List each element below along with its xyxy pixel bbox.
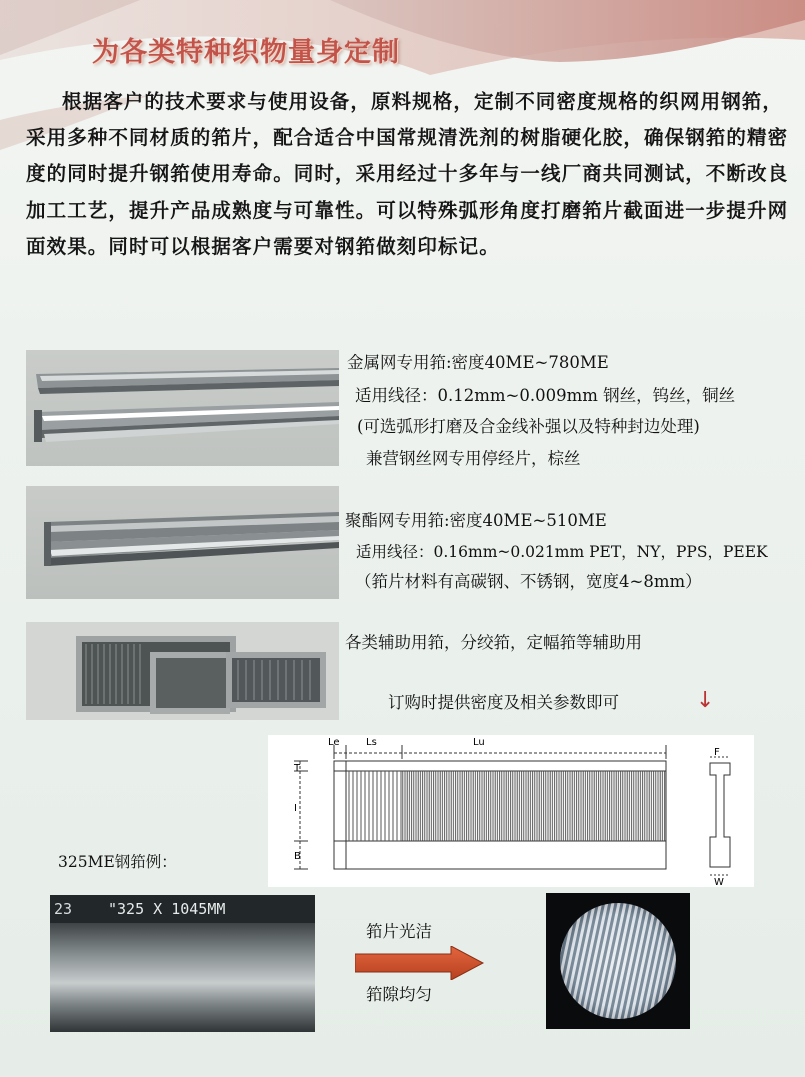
- polyester-reed-photo: [26, 486, 339, 599]
- microscope-photo: [546, 893, 690, 1029]
- page-title: 为各类特种织物量身定制: [92, 37, 400, 68]
- polyester-reed-line2: 适用线径：0.16mm~0.021mm PET，NY，PPS，PEEK: [356, 543, 768, 561]
- diagram-label-le: Le: [328, 737, 340, 748]
- diagram-label-t: T: [294, 763, 301, 774]
- feature-smooth-label: 筘片光洁: [366, 922, 432, 941]
- metal-reed-line4: 兼营钢丝网专用停经片，棕丝: [366, 449, 581, 468]
- metal-reed-line3: (可选弧形打磨及合金线补强以及特种封边处理): [357, 417, 700, 436]
- stamp-text: "325 X 1045MM: [108, 900, 226, 918]
- example-label: 325ME钢筘例：: [58, 853, 177, 871]
- diagram-label-lu: Lu: [473, 737, 485, 748]
- feature-even-gap-label: 筘隙均匀: [366, 985, 432, 1004]
- polyester-reed-line1: 聚酯网专用筘:密度40ME~510ME: [345, 511, 607, 530]
- diagram-label-f: F: [714, 747, 720, 758]
- auxiliary-reed-line1: 各类辅助用筘，分绞筘，定幅筘等辅助用: [345, 633, 642, 652]
- metal-reed-photo: [26, 350, 339, 466]
- order-note: 订购时提供密度及相关参数即可: [388, 693, 619, 712]
- down-arrow-icon: ↓: [696, 688, 715, 713]
- diagram-label-ls: Ls: [366, 737, 377, 748]
- stamp-prefix: 23: [54, 900, 73, 918]
- metal-reed-line1: 金属网专用筘:密度40ME~780ME: [347, 353, 609, 372]
- diagram-label-b: B: [294, 851, 301, 862]
- stamped-reed-photo: [50, 895, 315, 1032]
- intro-paragraph: 根据客户的技术要求与使用设备，原料规格，定制不同密度规格的织网用钢筘，采用多种不同材质的筘片，配合适合中国常规清洗剂的树脂硬化胶，确保钢筘的精密度的同时提升钢筘使用寿命。同时，采用经过十多年与一线厂商共同测试，不断改良加工工艺，提升产品成熟度与可靠性。可以特殊弧形角度打磨筘片截面进一步提升网面效果。同时可以根据客户需要对钢筘做刻印标记。: [26, 90, 789, 258]
- reed-dimension-diagram: [268, 735, 754, 887]
- auxiliary-reeds-photo: [26, 622, 339, 720]
- right-arrow-icon: [355, 946, 485, 980]
- metal-reed-line2: 适用线径：0.12mm~0.009mm 钢丝，钨丝，铜丝: [355, 386, 736, 405]
- diagram-label-w: W: [714, 877, 724, 887]
- polyester-reed-line3: （筘片材料有高碳钢、不锈钢，宽度4~8mm）: [355, 572, 702, 591]
- diagram-label-i: I: [294, 803, 297, 814]
